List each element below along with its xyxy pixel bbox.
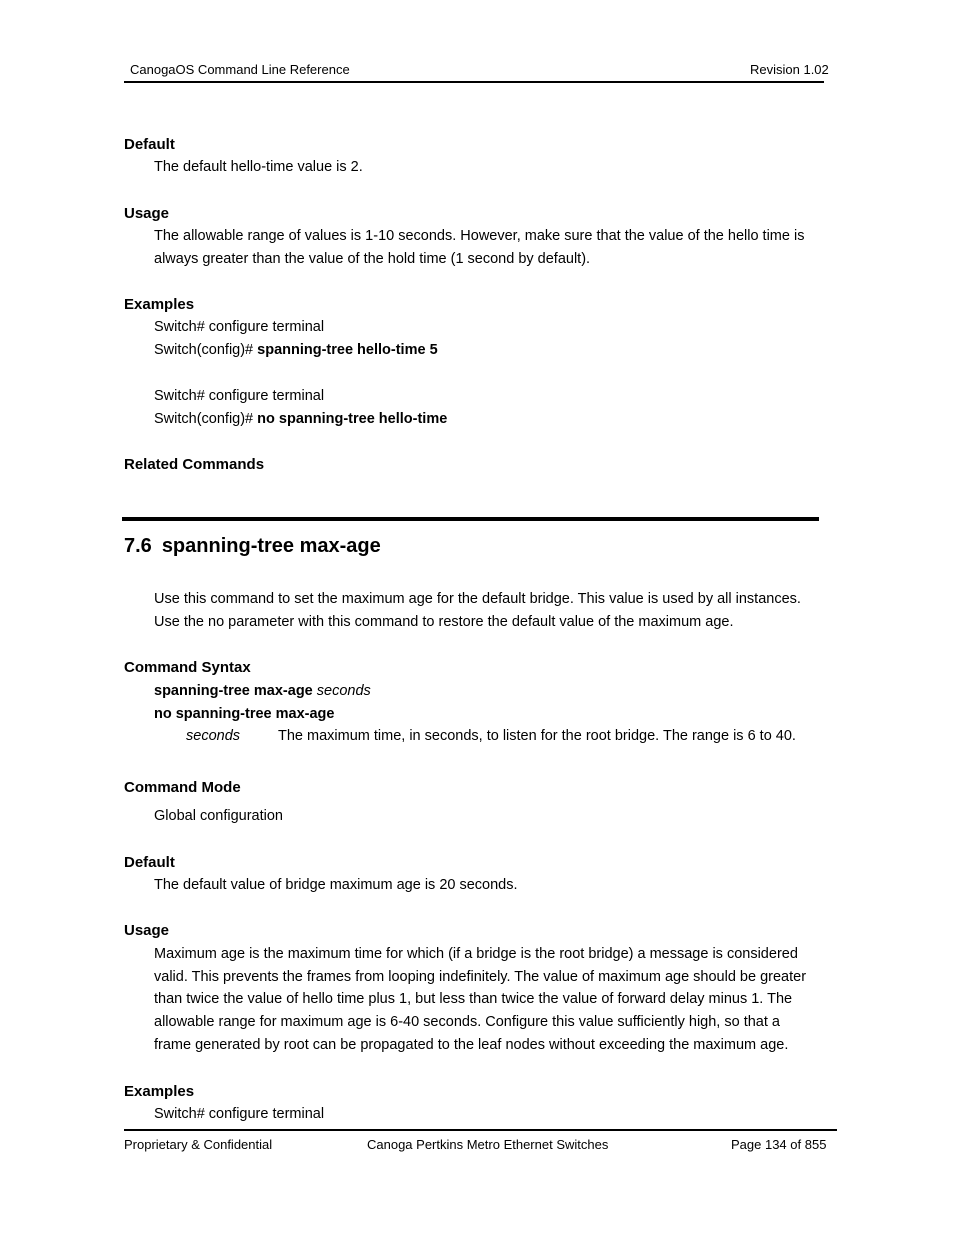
syntax-command: spanning-tree max-age [154, 683, 313, 699]
default-heading-prev: Default [124, 136, 175, 153]
param-name: seconds [186, 728, 241, 744]
syntax-argument: seconds [316, 683, 371, 699]
cli-prompt: Switch(config)# [154, 342, 258, 358]
header-revision: Revision 1.02 [750, 62, 829, 77]
default-text: The default value of bridge maximum age is 20 seconds. [154, 877, 518, 893]
footer-page-number: Page 134 of 855 [731, 1137, 827, 1152]
usage-line-5: frame generated by root can be propagated to the leaf nodes without exceeding the maximum age. [154, 1037, 789, 1053]
usage-line-4: allowable range for maximum age is 6-40 seconds. Configure this value sufficiently high, so that a [154, 1014, 780, 1030]
header-title: CanogaOS Command Line Reference [130, 62, 350, 77]
usage-heading-prev: Usage [124, 205, 170, 222]
usage-line-3: than twice the value of hello time plus 1, but less than twice the value of forward delay minus 1. The [154, 991, 793, 1007]
param-description: The maximum time, in seconds, to listen for the root bridge. The range is 6 to 40. [278, 728, 796, 744]
section-title-text: spanning-tree max-age [161, 535, 381, 557]
command-mode-text: Global configuration [154, 808, 283, 824]
cli-prompt: Switch(config)# [154, 411, 258, 427]
section-number: 7.6 [124, 535, 152, 557]
usage-heading: Usage [124, 922, 170, 939]
default-heading: Default [124, 854, 175, 871]
usage-line-prev-1: The allowable range of values is 1-10 seconds. However, make sure that the value of the hello time is [154, 228, 805, 244]
usage-line-2: valid. This prevents the frames from looping indefinitely. The value of maximum age should be greater [154, 969, 807, 985]
footer-rule [124, 1129, 837, 1131]
example-line: Switch# configure terminal [154, 388, 325, 404]
intro-line-2: Use the no parameter with this command to restore the default value of the maximum age. [154, 614, 734, 630]
usage-line-prev-2: always greater than the value of the hold time (1 second by default). [154, 251, 591, 267]
command-mode-heading: Command Mode [124, 779, 241, 796]
syntax-line-2: no spanning-tree max-age [154, 706, 335, 722]
command-syntax-heading: Command Syntax [124, 659, 251, 676]
example-line [154, 342, 438, 358]
example-line [154, 411, 447, 427]
section-rule [122, 517, 819, 521]
cli-command: spanning-tree hello-time 5 [257, 342, 438, 358]
footer-confidential: Proprietary & Confidential [124, 1137, 273, 1152]
default-text-prev: The default hello-time value is 2. [154, 159, 363, 175]
example-line: Switch# configure terminal [154, 319, 325, 335]
section-title [124, 535, 381, 558]
examples-heading: Examples [124, 1083, 195, 1100]
examples-heading-prev: Examples [124, 296, 195, 313]
example-line: Switch# configure terminal [154, 1106, 325, 1122]
cli-command: no spanning-tree hello-time [257, 411, 448, 427]
syntax-line-1 [154, 683, 371, 699]
footer-product: Canoga Pertkins Metro Ethernet Switches [367, 1137, 609, 1152]
usage-line-1: Maximum age is the maximum time for which (if a bridge is the root bridge) a message is considered [154, 946, 798, 962]
related-commands-heading: Related Commands [124, 456, 265, 473]
header-rule [124, 81, 824, 83]
intro-line-1: Use this command to set the maximum age for the default bridge. This value is used by all instances. [154, 591, 801, 607]
